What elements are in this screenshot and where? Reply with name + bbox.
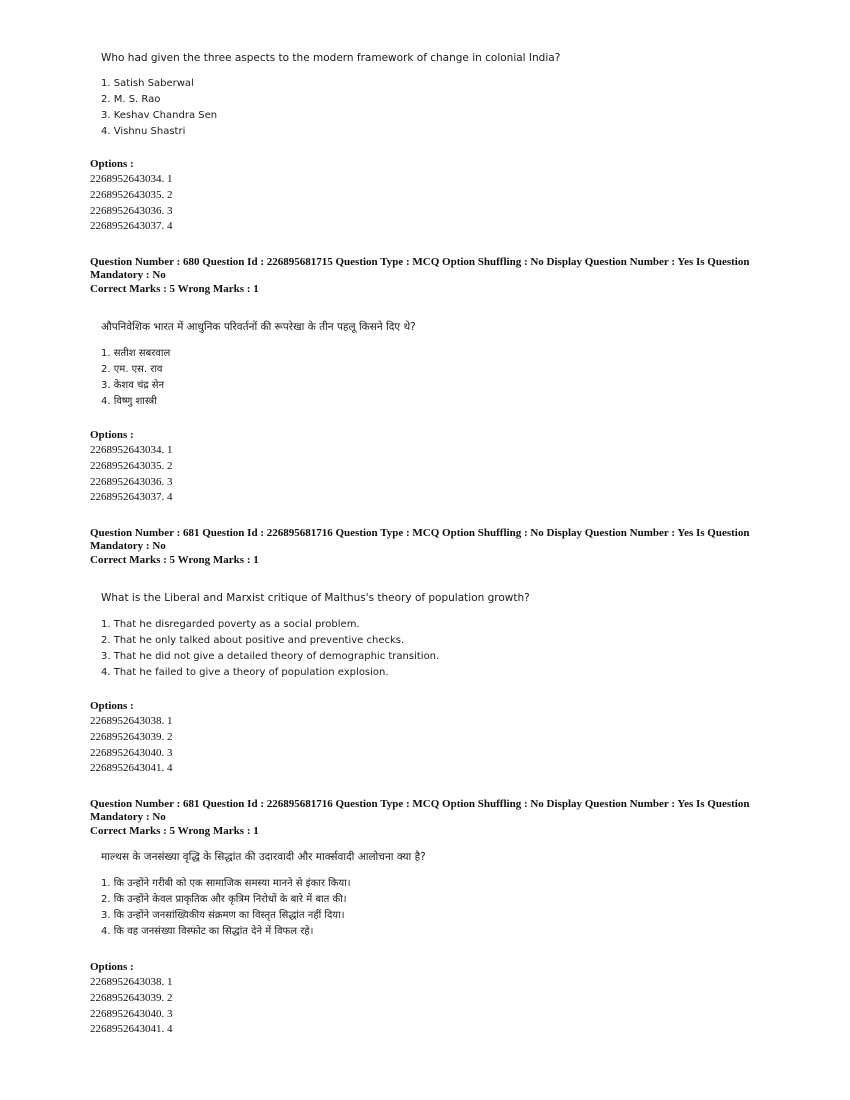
question-meta-text: Question Number : 681 Question Id : 226895681716 Question Type : MCQ Option Shuffling : No Display Question Number : Yes Is Question Mandatory : No xyxy=(90,527,750,552)
option-ids xyxy=(90,714,173,777)
question-meta xyxy=(90,256,750,296)
answer-choices xyxy=(101,876,351,940)
options-label: Options : xyxy=(90,429,134,441)
question-text: माल्थस के जनसंख्या वृद्धि के सिद्धांत की उदारवादी और मार्क्सवादी आलोचना क्या है? xyxy=(101,851,426,863)
answer-choice: 2. That he only talked about positive and preventive checks. xyxy=(101,635,405,646)
option-id: 2268952643040. 3 xyxy=(90,746,173,759)
answer-choice: 2. कि उन्होंने केवल प्राकृतिक और कृत्रिम निरोधों के बारे में बात की। xyxy=(101,894,347,905)
question-marks: Correct Marks : 5 Wrong Marks : 1 xyxy=(90,554,259,566)
answer-choice: 1. That he disregarded poverty as a social problem. xyxy=(101,619,360,630)
option-id: 2268952643039. 2 xyxy=(90,991,173,1004)
answer-choices xyxy=(101,346,170,410)
option-id: 2268952643036. 3 xyxy=(90,204,173,217)
option-id: 2268952643037. 4 xyxy=(90,220,173,233)
answer-choice: 1. Satish Saberwal xyxy=(101,78,194,89)
answer-choice: 3. कि उन्होंने जनसांख्यिकीय संक्रमण का विस्तृत सिद्धांत नहीं दिया। xyxy=(101,910,345,921)
answer-choice: 1. कि उन्होंने गरीबी को एक सामाजिक समस्या मानने से इंकार किया। xyxy=(101,878,351,889)
option-id: 2268952643039. 2 xyxy=(90,730,173,743)
answer-choice: 4. कि वह जनसंख्या विस्फोट का सिद्धांत देने में विफल रहे। xyxy=(101,926,314,937)
question-meta-text: Question Number : 680 Question Id : 226895681715 Question Type : MCQ Option Shuffling : No Display Question Number : Yes Is Question Mandatory : No xyxy=(90,256,750,281)
question-text: What is the Liberal and Marxist critique of Malthus's theory of population growth? xyxy=(101,592,530,604)
option-id: 2268952643035. 2 xyxy=(90,188,173,201)
option-ids xyxy=(90,443,173,506)
option-id: 2268952643034. 1 xyxy=(90,444,173,456)
answer-choice: 2. एम. एस. राव xyxy=(101,364,163,375)
answer-choice: 3. That he did not give a detailed theory of demographic transition. xyxy=(101,651,440,662)
question-text: Who had given the three aspects to the modern framework of change in colonial India? xyxy=(101,52,561,64)
option-ids xyxy=(90,172,173,235)
options-label: Options : xyxy=(90,961,134,973)
option-id: 2268952643034. 1 xyxy=(90,173,173,185)
question-meta xyxy=(90,527,750,567)
answer-choice: 1. सतीश सबरवाल xyxy=(101,348,171,359)
option-id: 2268952643035. 2 xyxy=(90,459,173,472)
option-id: 2268952643038. 1 xyxy=(90,976,173,988)
answer-choice: 3. Keshav Chandra Sen xyxy=(101,110,218,121)
option-id: 2268952643041. 4 xyxy=(90,1023,173,1036)
answer-choices xyxy=(101,76,217,140)
question-meta xyxy=(90,798,750,838)
options-label: Options : xyxy=(90,700,134,712)
answer-choice: 3. केशव चंद्र सेन xyxy=(101,380,165,391)
option-id: 2268952643036. 3 xyxy=(90,475,173,488)
question-marks: Correct Marks : 5 Wrong Marks : 1 xyxy=(90,825,259,837)
options-label: Options : xyxy=(90,158,134,170)
answer-choice: 4. That he failed to give a theory of population explosion. xyxy=(101,667,389,678)
answer-choice: 2. M. S. Rao xyxy=(101,94,161,105)
option-id: 2268952643037. 4 xyxy=(90,491,173,504)
question-meta-text: Question Number : 681 Question Id : 226895681716 Question Type : MCQ Option Shuffling : No Display Question Number : Yes Is Question Mandatory : No xyxy=(90,798,750,823)
option-id: 2268952643040. 3 xyxy=(90,1007,173,1020)
question-marks: Correct Marks : 5 Wrong Marks : 1 xyxy=(90,283,259,295)
answer-choice: 4. Vishnu Shastri xyxy=(101,126,186,137)
question-text: औपनिवेशिक भारत में आधुनिक परिवर्तनों की रूपरेखा के तीन पहलू किसने दिए थे? xyxy=(101,321,416,333)
option-ids xyxy=(90,975,173,1038)
answer-choices xyxy=(101,617,439,681)
answer-choice: 4. विष्णु शास्त्री xyxy=(101,396,157,407)
option-id: 2268952643041. 4 xyxy=(90,762,173,775)
option-id: 2268952643038. 1 xyxy=(90,715,173,727)
